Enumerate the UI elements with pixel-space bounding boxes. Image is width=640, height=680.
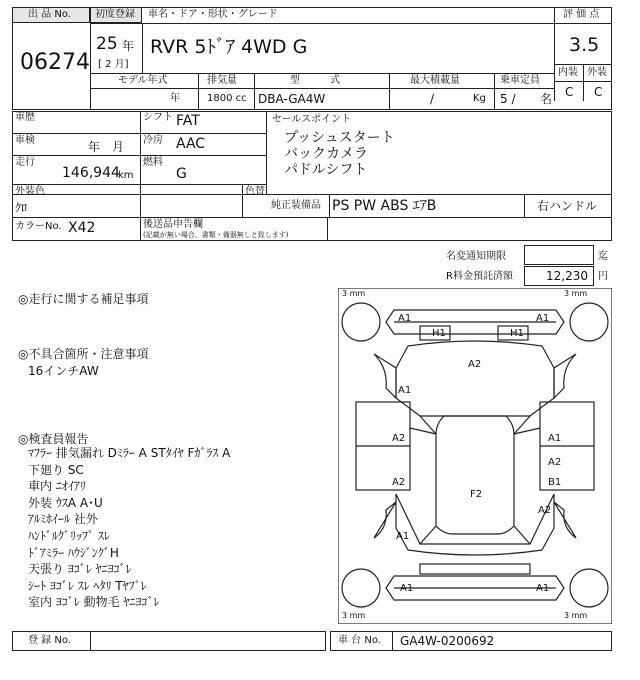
damage-code: A1 — [398, 385, 412, 396]
sales-point: バックカメラ — [284, 146, 368, 162]
sales-point: パドルシフト — [284, 162, 368, 178]
fuel-value: G — [176, 166, 187, 182]
car-body-map — [338, 288, 612, 624]
damage-code: A2 — [548, 457, 562, 468]
inspector-report-line: 室内 ﾖｺﾞﾚ 動物毛 ﾔﾆﾖｺﾞﾚ — [28, 595, 160, 610]
color-no-label: カラーNo. — [15, 221, 62, 232]
damage-code: A1 — [548, 433, 562, 444]
damage-code: A1 — [536, 583, 550, 594]
damage-code: A2 — [392, 477, 406, 488]
max-load-unit: Kg — [473, 93, 486, 104]
damage-code: F2 — [470, 489, 483, 500]
max-load-value: / — [430, 92, 435, 106]
inspector-report-line: ﾄﾞｱﾐﾗｰ ﾊｳｼﾞﾝｸﾞH — [28, 545, 119, 560]
color-no-value: X42 — [68, 220, 96, 236]
defect-text: 16インチAW — [28, 364, 99, 378]
inspector-report-line: 車内 ﾆｵｲｱﾘ — [28, 479, 86, 494]
score-label: 評 価 点 — [563, 9, 600, 20]
defect-notes-label: ◎不具合箇所・注意事項 — [18, 347, 149, 361]
fuel-label: 燃料 — [143, 157, 163, 168]
damage-diagram — [338, 288, 612, 624]
tire-depth-fr: 3 mm — [564, 289, 588, 298]
damage-code: B1 — [548, 477, 562, 488]
damage-code: A2 — [538, 505, 552, 516]
score-value: 3.5 — [569, 34, 600, 56]
vehicle-label: 車名・ドア・形状・グレード — [148, 9, 278, 20]
damage-code: H1 — [510, 328, 524, 339]
steering-value: 右ハンドル — [537, 199, 598, 213]
lot-no-label: 出 品 No. — [28, 9, 71, 20]
history-label: 車歴 — [15, 112, 35, 123]
model-type: DBA-GA4W — [258, 92, 326, 106]
damage-code: A2 — [392, 433, 406, 444]
chassis-label: 車 台 No. — [338, 635, 381, 646]
tire-depth-rr: 3 mm — [564, 611, 588, 620]
mileage-label: 走行 — [15, 157, 35, 168]
model-year-label: モデル年式 — [118, 75, 168, 86]
capacity-unit: 名 — [540, 92, 553, 106]
damage-code: A2 — [468, 359, 482, 370]
inspector-report-line: ﾏﾌﾗｰ 排気漏れ Dﾐﾗｰ A STﾀｲﾔ Fｶﾞﾗｽ A — [28, 446, 231, 460]
capacity-label: 乗車定員 — [500, 75, 540, 86]
recycle-label: R料金預託済額 — [446, 271, 513, 282]
type-label: 型 式 — [290, 75, 340, 86]
docs-note: (記載が無い場合、書類・備器無しと致します) — [143, 231, 289, 239]
lot-number: 06274 — [20, 50, 90, 75]
ext-color-value: ｸﾛ — [15, 201, 28, 215]
chassis-number: GA4W-0200692 — [400, 634, 495, 648]
inspector-report-line: ﾊﾝﾄﾞﾙｸﾞﾘｯﾌﾟ ｽﾚ — [28, 529, 110, 543]
interior-grade: C — [565, 85, 574, 99]
mileage-unit: km — [118, 170, 134, 181]
tire-depth-rl: 3 mm — [342, 611, 366, 620]
color-change-label: 色替 — [245, 186, 265, 197]
exterior-label: 外装 — [587, 67, 607, 78]
std-equip-label: 純正装備品 — [271, 200, 321, 211]
ac-label: 冷房 — [143, 135, 163, 146]
model-year-unit: 年 — [170, 93, 180, 104]
inspector-report-line: 天張り ﾖｺﾞﾚ ﾔﾆﾖｺﾞﾚ — [28, 562, 132, 577]
inspection-label: 車検 — [15, 135, 35, 146]
displacement-value: 1800 cc — [207, 93, 247, 104]
damage-code: A1 — [398, 313, 412, 324]
sales-point: プッシュスタート — [284, 130, 395, 146]
ext-color-label: 外装色 — [15, 186, 45, 197]
capacity-value: 5 / — [500, 92, 516, 106]
registration-label: 登 録 No. — [28, 635, 71, 646]
reg-year: 25 — [96, 34, 118, 54]
reg-month: [ 2 月] — [98, 59, 129, 70]
first-reg-label: 初度登録 — [95, 9, 135, 20]
exterior-grade: C — [594, 85, 603, 99]
inspector-report-line: ｱﾙﾐﾎｲｰﾙ 社外 — [28, 512, 98, 527]
inspector-report-line: ｼｰﾄ ﾖｺﾞﾚ ｽﾚ ﾍﾀﾘ Tﾔﾌﾞﾚ — [28, 578, 147, 593]
inspector-report-line: 下廻り SC — [28, 462, 84, 477]
inspector-report-line: 外装 ｳｽA A･U — [28, 495, 103, 510]
damage-code: A1 — [400, 583, 414, 594]
car-name: RVR 5ﾄﾞｱ 4WD G — [150, 36, 308, 58]
ac-value: AAC — [176, 136, 206, 152]
inspector-report-label: ◎検査員報告 — [18, 432, 89, 446]
tire-depth-fl: 3 mm — [342, 289, 366, 298]
std-equip-value: PS PW ABS ｴｱB — [332, 198, 437, 214]
inspection-value: 年 月 — [88, 140, 125, 154]
max-load-label: 最大積載量 — [410, 75, 460, 86]
damage-code: H1 — [432, 328, 446, 339]
recycle-amount: 12,230 — [546, 269, 588, 283]
driving-notes-label: ◎走行に関する補足事項 — [18, 292, 149, 306]
recycle-unit: 円 — [598, 271, 608, 282]
interior-label: 内装 — [558, 67, 578, 78]
sales-points-label: セールスポイント — [272, 114, 352, 125]
shift-value: FAT — [176, 113, 200, 129]
damage-code: A1 — [396, 531, 410, 542]
name-change-label: 名変通知期限 — [446, 251, 506, 262]
reg-year-unit: 年 — [122, 39, 135, 53]
displacement-label: 排気量 — [207, 75, 237, 86]
damage-code: A1 — [536, 313, 550, 324]
mileage-value: 146,944 — [62, 165, 120, 181]
shift-label: シフト — [143, 112, 173, 123]
name-change-field — [524, 245, 594, 265]
name-change-unit: 迄 — [598, 251, 608, 262]
docs-label: 後送品申告欄 — [143, 219, 203, 230]
